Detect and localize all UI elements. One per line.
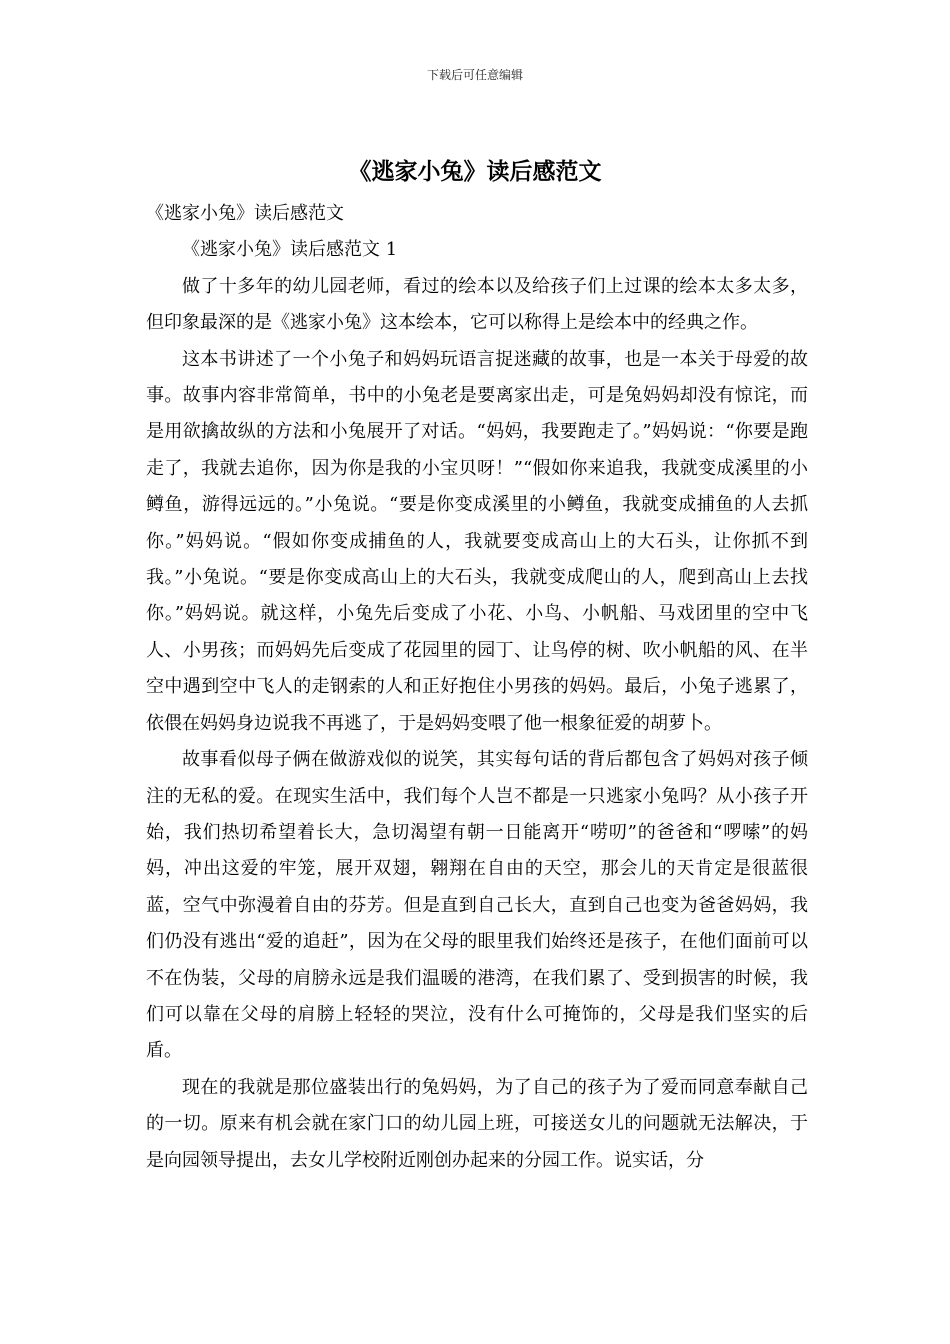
- subtitle-line: 《逃家小兔》读后感范文: [146, 203, 344, 224]
- page-header: 下载后可任意编辑: [426, 68, 523, 82]
- document-body: [146, 196, 808, 1179]
- paragraph: 做了十多年的幼儿园老师，看过的绘本以及给孩子们上过课的绘本太多太多，但印象最深的是《逃家小兔》这本绘本，它可以称得上是绘本中的经典之作。: [146, 275, 808, 334]
- section-heading: 《逃家小兔》读后感范文 1: [182, 239, 398, 261]
- paragraph: 故事看似母子俩在做游戏似的说笑，其实每句话的背后都包含了妈妈对孩子倾注的无私的爱。在现实生活中，我们每个人岂不都是一只逃家小兔吗？从小孩子开始，我们热切希望着长大，急切渴望有朝一日能离开“唠叨”的爸爸和“啰嗦”的妈妈，冲出这爱的牢笼，展开双翅，翱翔在自由的天空，那会儿的天肯定是很蓝很蓝，空气中弥漫着自由的芬芳。但是直到自己长大，直到自己也变为爸爸妈妈，我们仍没有逃出“爱的追赶”，因为在父母的眼里我们始终还是孩子，在他们面前可以不在伪装，父母的肩膀永远是我们温暖的港湾，在我们累了、受到损害的时候，我们可以靠在父母的肩膀上轻轻的哭泣，没有什么可掩饰的，父母是我们坚实的后盾。: [146, 749, 808, 1062]
- paragraph: 这本书讲述了一个小兔子和妈妈玩语言捉迷藏的故事，也是一本关于母爱的故事。故事内容非常简单，书中的小兔老是要离家出走，可是兔妈妈却没有惊诧，而是用欲擒故纵的方法和小兔展开了对话。“妈妈，我要跑走了。”妈妈说：“你要是跑走了，我就去追你，因为你是我的小宝贝呀！”“假如你来追我，我就变成溪里的小鳟鱼，游得远远的。”小兔说。“要是你变成溪里的小鳟鱼，我就变成捕鱼的人去抓你。”妈妈说。“假如你变成捕鱼的人，我就要变成高山上的大石头，让你抓不到我。”小兔说。“要是你变成高山上的大石头，我就变成爬山的人，爬到高山上去找你。”妈妈说。就这样，小兔先后变成了小花、小鸟、小帆船、马戏团里的空中飞人、小男孩；而妈妈先后变成了花园里的园丁、让鸟停的树、吹小帆船的风、在半空中遇到空中飞人的走钢索的人和正好抱住小男孩的妈妈。最后，小兔子逃累了，依偎在妈妈身边说我不再逃了，于是妈妈变喂了他一根象征爱的胡萝卜。: [146, 348, 808, 734]
- document-title: 《逃家小兔》读后感范文: [348, 158, 602, 185]
- paragraph: 现在的我就是那位盛装出行的兔妈妈，为了自己的孩子为了爱而同意奉献自己的一切。原来有机会就在家门口的幼儿园上班，可接送女儿的问题就无法解决，于是向园领导提出，去女儿学校附近刚创办起来的分园工作。说实话，分: [146, 1076, 808, 1171]
